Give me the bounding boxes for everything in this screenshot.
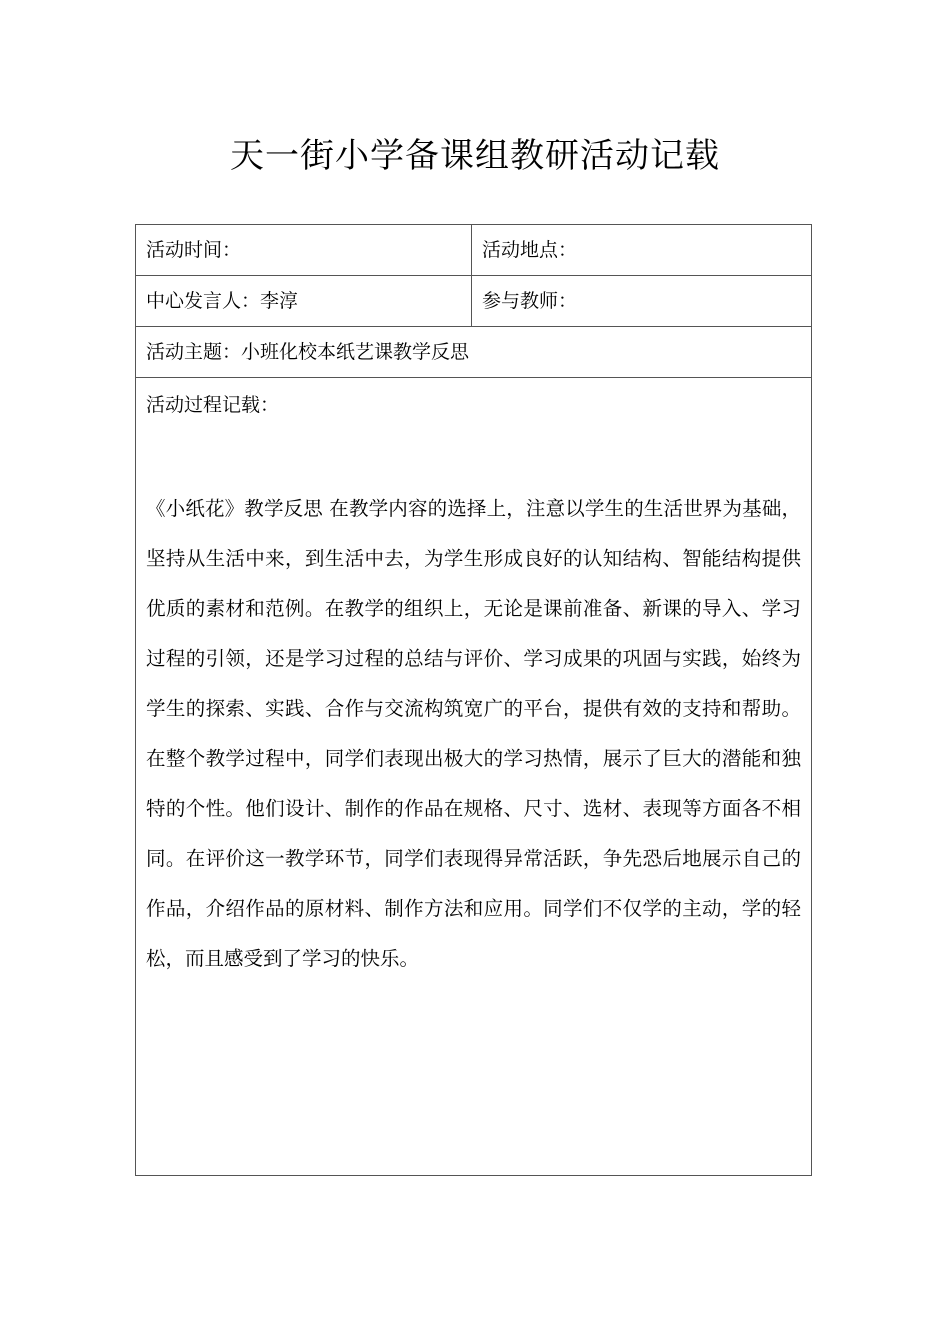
activity-place-cell — [472, 225, 812, 276]
activity-time-cell — [136, 225, 472, 276]
topic-row — [136, 327, 812, 378]
time-place-row — [136, 225, 812, 276]
speaker-cell — [136, 276, 472, 327]
speaker-label: 中心发言人： — [146, 290, 261, 312]
activity-place-label: 活动地点： — [482, 239, 578, 261]
process-row — [136, 378, 812, 1176]
speaker-value: 李淳 — [260, 290, 299, 312]
process-cell — [136, 378, 812, 1176]
teachers-cell — [472, 276, 812, 327]
activity-time-label: 活动时间： — [146, 239, 242, 261]
document-title: 天一街小学备课组教研活动记载 — [230, 136, 720, 176]
topic-value: 小班化校本纸艺课教学反思 — [241, 341, 470, 363]
topic-cell — [136, 327, 812, 378]
teachers-label: 参与教师： — [482, 290, 578, 312]
speaker-teachers-row — [136, 276, 812, 327]
process-label: 活动过程记载： — [146, 394, 280, 416]
process-text: 《小纸花》教学反思 在教学内容的选择上，注意以学生的生活世界为基础，坚持从生活中来，到生活中去，为学生形成良好的认知结构、智能结构提供优质的素材和范例。在教学的组织上，无论是课前准备、新课的导入、学习过程的引领，还是学习过程的总结与评价、学习成果的巩固与实践，始终为学生的探索、实践、合作与交流构筑宽广的平台，提供有效的支持和帮助。在整个教学过程中，同学们表现出极大的学习热情，展示了巨大的潜能和独特的个性。他们设计、制作的作品在规格、尺寸、选材、表现等方面各不相同。在评价这一教学环节，同学们表现得异常活跃，争先恐后地展示自己的作品，介绍作品的原材料、制作方法和应用。同学们不仅学的主动，学的轻松，而且感受到了学习的快乐。 — [146, 497, 801, 970]
topic-label: 活动主题： — [146, 341, 242, 363]
activity-record-table — [135, 224, 812, 1176]
